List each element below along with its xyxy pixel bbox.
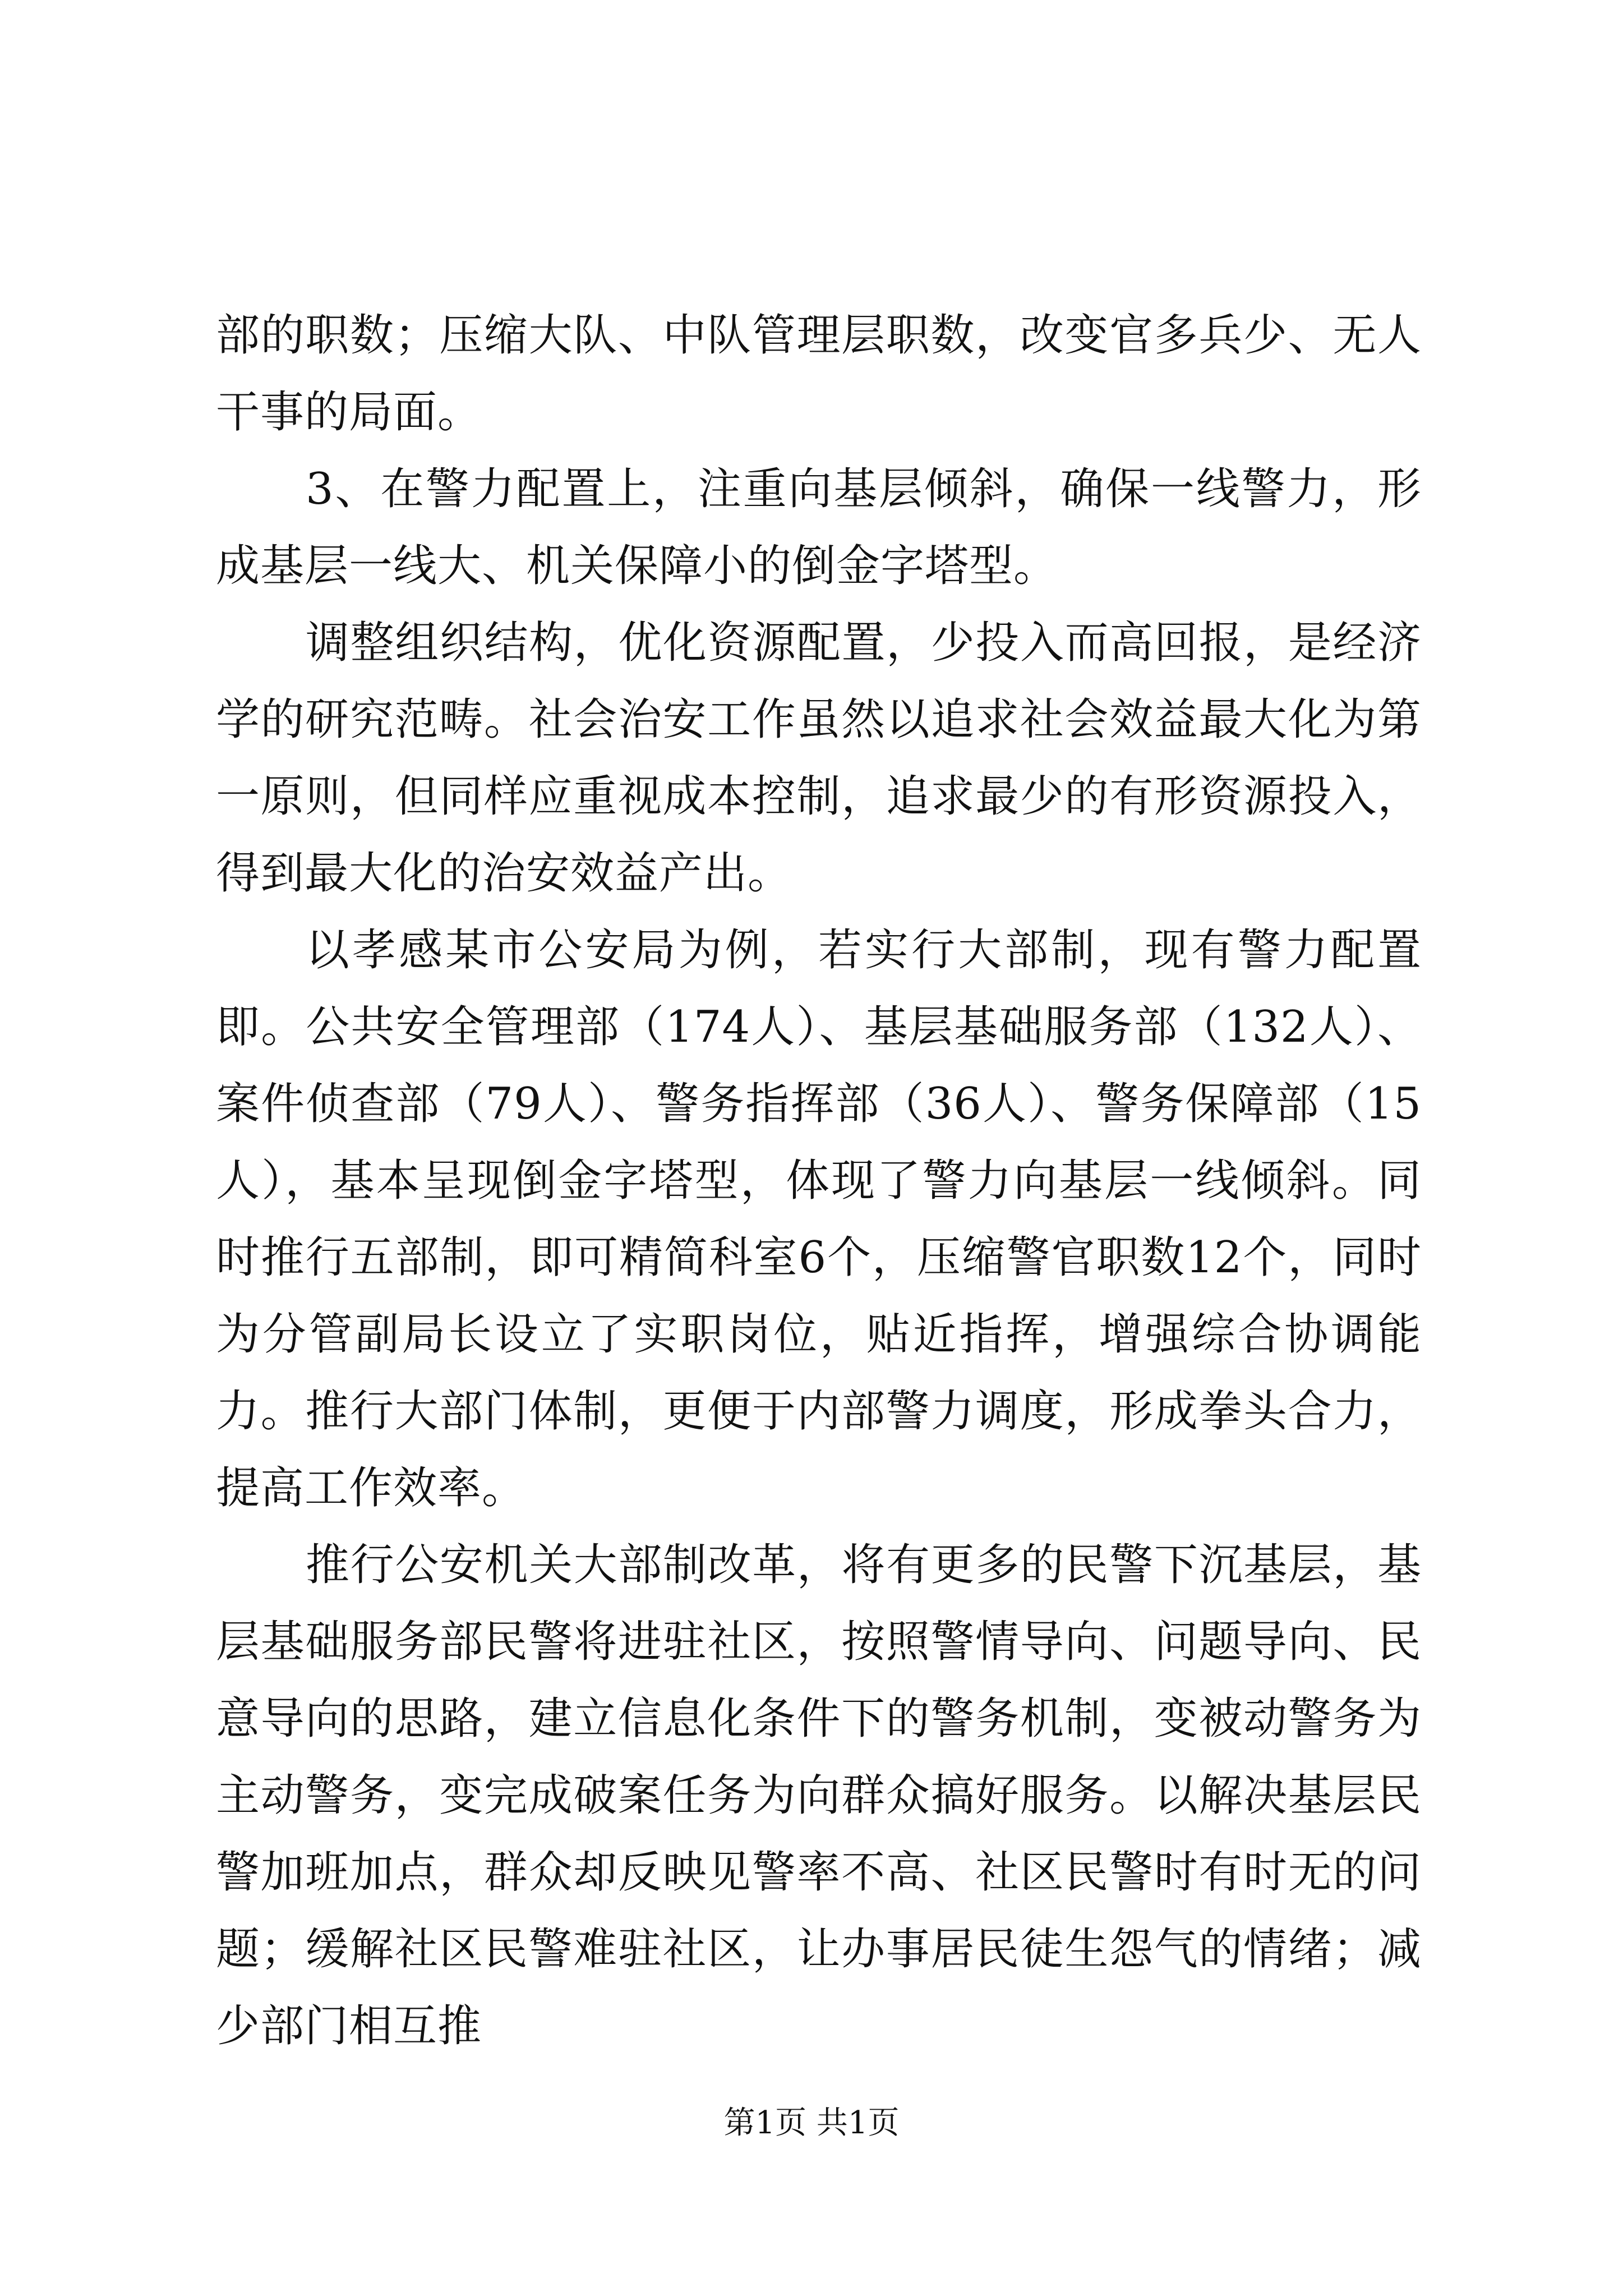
page-footer: 第1页 共1页 — [723, 2105, 900, 2141]
paragraph-5: 推行公安机关大部制改革，将有更多的民警下沉基层，基层基础服务部民警将进驻社区，按照警情导向、问题导向、民意导向的思路，建立信息化条件下的警务机制，变被动警务为主动警务，变完成破案任务为向群众搞好服务。以解决基层民警加班加点，群众却反映见警率不高、社区民警时有时无的问题；缓解社区民警难驻社区，让办事居民徒生怨气的情绪；减少部门相互推 — [216, 1540, 1422, 2051]
paragraph-3: 调整组织结构，优化资源配置，少投入而高回报，是经济学的研究范畴。社会治安工作虽然以追求社会效益最大化为第一原则，但同样应重视成本控制，追求最少的有形资源投入，得到最大化的治安效益产出。 — [216, 618, 1422, 899]
paragraph-4: 以孝感某市公安局为例，若实行大部制，现有警力配置即。公共安全管理部（174人）、基层基础服务部（132人）、案件侦查部（79人）、警务指挥部（36人）、警务保障部（15人），基本呈现倒金字塔型，体现了警力向基层一线倾斜。同时推行五部制，即可精简科室6个，压缩警官职数12个，同时为分管副局长设立了实职岗位，贴近指挥，增强综合协调能力。推行大部门体制，更便于内部警力调度，形成拳头合力，提高工作效率。 — [216, 925, 1422, 1513]
paragraph-2: 3、在警力配置上，注重向基层倾斜，确保一线警力，形成基层一线大、机关保障小的倒金字塔型。 — [216, 464, 1422, 591]
body-text — [216, 297, 1422, 2065]
paragraph-1: 部的职数；压缩大队、中队管理层职数，改变官多兵少、无人干事的局面。 — [216, 310, 1422, 438]
